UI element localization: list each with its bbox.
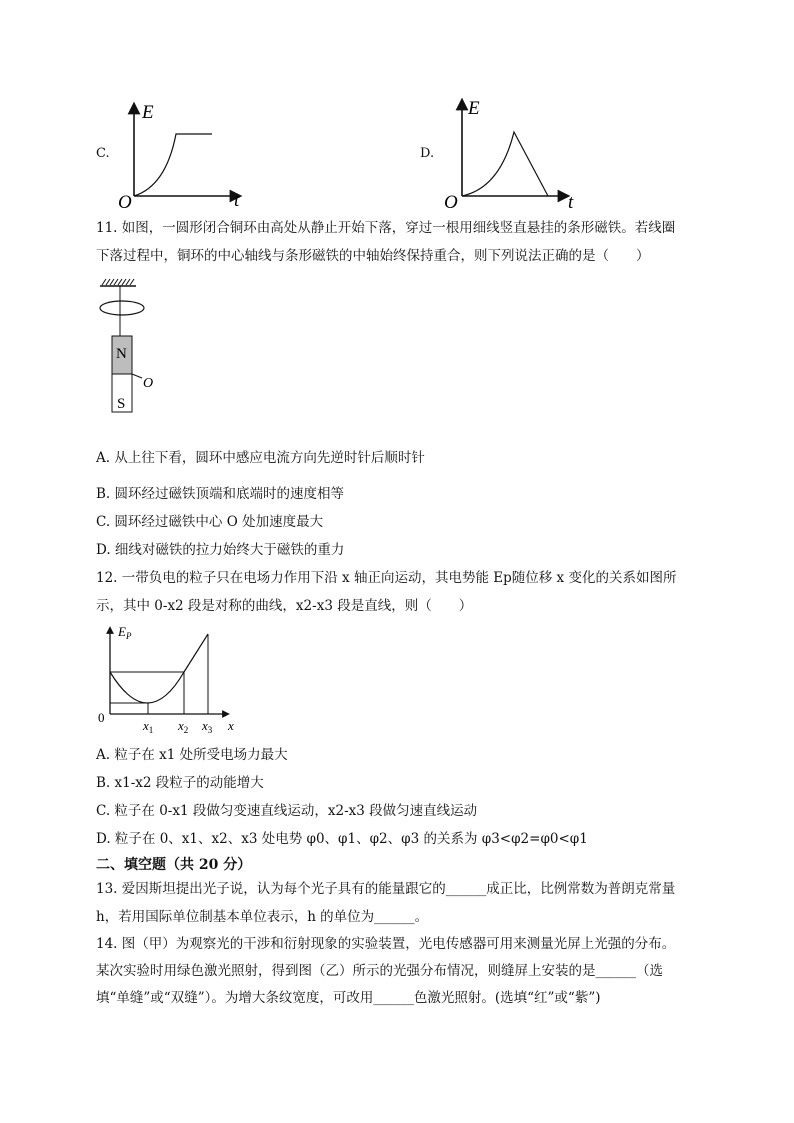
q13-stem-line2: h，若用国际单位制基本单位表示，h 的单位为______。: [96, 909, 429, 925]
section-2-title: 二、填空题（共 20 分）: [96, 857, 252, 873]
graph-c-origin: O: [118, 192, 132, 213]
q11-stem-line1: 11. 如图，一圆形闭合铜环由高处从静止开始下落，穿过一根用细线竖直悬挂的条形磁铁。若线圈: [96, 220, 676, 236]
graph-d-origin: O: [444, 192, 458, 213]
center-label: O: [143, 376, 154, 391]
graph-c-y-label: E: [142, 102, 154, 123]
q13-stem-line1: 13. 爱因斯坦提出光子说，认为每个光子具有的能量跟它的______成正比，比例常数为普朗克常量: [96, 881, 676, 897]
q12-stem-line2: 示，其中 0-x2 段是对称的曲线，x2-x3 段是直线，则（ ）: [96, 598, 473, 614]
ep-x-label: x: [228, 718, 234, 733]
q14-stem-line1: 14. 图（甲）为观察光的干涉和衍射现象的实验装置，光电传感器可用来测量光屏上光强的分布。: [96, 936, 676, 952]
ep-tick-x2: $x_2$: [178, 718, 189, 735]
option-d-label: D.: [420, 146, 435, 161]
q11-option-d: D. 细线对磁铁的拉力始终大于磁铁的重力: [96, 542, 345, 558]
q12-option-b: B. x1-x2 段粒子的动能增大: [96, 775, 264, 791]
q11-option-b: B. 圆环经过磁铁顶端和底端时的速度相等: [96, 486, 345, 502]
center-pointer: [132, 374, 142, 378]
q12-option-a: A. 粒子在 x1 处所受电场力最大: [96, 747, 288, 763]
magnet-n-label: N: [116, 346, 127, 362]
graph-d-x-label: t: [568, 192, 574, 213]
graph-c: [114, 96, 254, 214]
ep-y-label: $E_P$: [118, 624, 132, 641]
graph-d-y-label: E: [468, 98, 480, 119]
graph-d: [440, 94, 590, 214]
q11-stem-line2: 下落过程中，铜环的中心轴线与条形磁铁的中轴始终保持重合，则下列说法正确的是（ ）: [96, 248, 650, 264]
q12-stem-line1: 12. 一带负电的粒子只在电场力作用下沿 x 轴正向运动，其电势能 Ep随位移 x 变化的关系如图所: [96, 570, 677, 586]
ep-graph: [92, 620, 252, 740]
ep-tick-x1: $x_1$: [143, 718, 154, 735]
q12-option-d: D. 粒子在 0、x1、x2、x3 处电势 φ0、φ1、φ2、φ3 的关系为 φ3<φ2=φ0<φ1: [96, 831, 588, 847]
option-c-label: C.: [96, 146, 110, 161]
graph-d-curve: [462, 132, 548, 196]
copper-ring: [100, 301, 144, 315]
q12-option-c: C. 粒子在 0-x1 段做匀变速直线运动，x2-x3 段做匀速直线运动: [96, 803, 478, 819]
ep-line-segment: [184, 634, 208, 672]
q11-option-c: C. 圆环经过磁铁中心 O 处加速度最大: [96, 514, 324, 530]
ep-curve: [110, 672, 184, 703]
q11-option-a: A. 从上往下看，圆环中感应电流方向先逆时针后顺时针: [96, 450, 425, 466]
q14-stem-line2: 某次实验时用绿色激光照射，得到图（乙）所示的光强分布情况，则缝屏上安装的是______（选: [96, 963, 663, 979]
ep-origin: 0: [98, 710, 105, 725]
q14-stem-line3: 填“单缝”或“双缝”）。为增大条纹宽度，可改用______色激光照射。(选填“红”或“紫”): [96, 990, 601, 1006]
ep-tick-x3: $x_3$: [202, 718, 213, 735]
magnet-s-label: S: [117, 396, 126, 412]
graph-c-x-label: t: [234, 190, 240, 211]
magnet-figure: [92, 276, 172, 416]
graph-c-curve: [134, 134, 212, 196]
